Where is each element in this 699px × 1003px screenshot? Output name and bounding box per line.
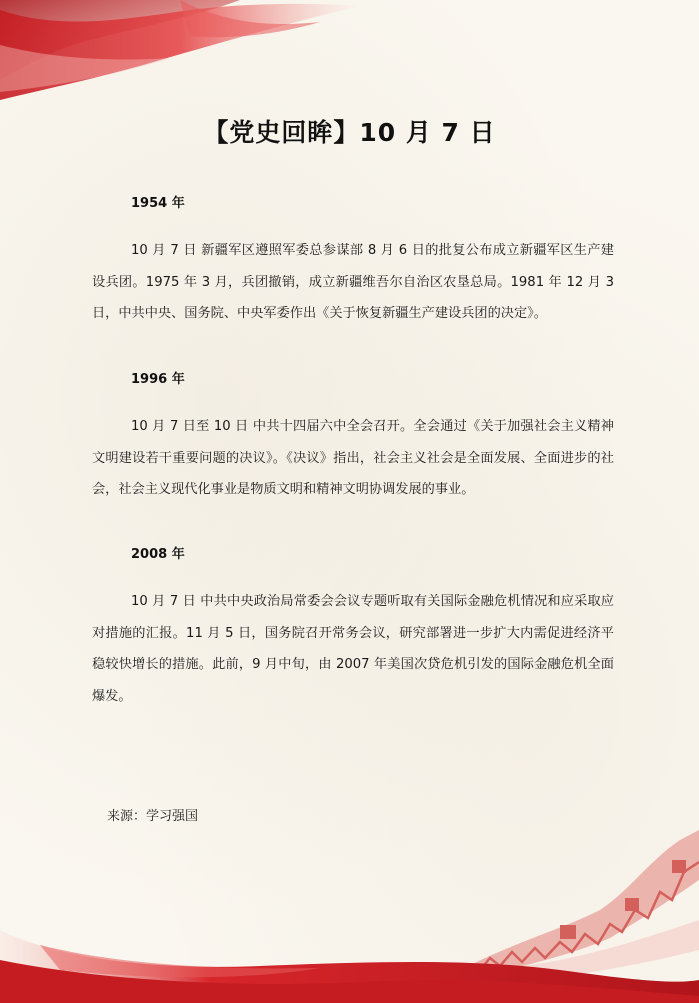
bottom-decoration [0,820,699,1003]
top-red-ribbon [0,0,699,110]
source-note: 来源：学习强国 [107,809,199,824]
page-title: 【党史回眸】10 月 7 日 [203,118,496,147]
great-wall-illustration [430,830,699,986]
year-heading-1954: 1954 年 [131,196,185,211]
entry-2008-text: 10 月 7 日 中共中央政治局常委会会议专题听取有关国际金融危机情况和应采取应对措施的汇报。11 月 5 日，国务院召开常务会议，研究部署进一步扩大内需促进经济平稳较快增长的措施。此前，9 月中旬，由 2007 年美国次贷危机引发的国际金融危机全面爆发。 [92,594,614,704]
entry-1954-text: 10 月 7 日 新疆军区遵照军委总参谋部 8 月 6 日的批复公布成立新疆军区生产建设兵团。1975 年 3 月，兵团撤销，成立新疆维吾尔自治区农垦总局。1981 年 12 月 3 日，中共中央、国务院、中央军委作出《关于恢复新疆生产建设兵团的决定》。 [92,243,614,321]
entry-1996-text: 10 月 7 日至 10 日 中共十四届六中全会召开。全会通过《关于加强社会主义精神文明建设若干重要问题的决议》。《决议》指出，社会主义社会是全面发展、全面进步的社会，社会主义现代化事业是物质文明和精神文明协调发展的事业。 [92,419,614,497]
year-heading-2008: 2008 年 [131,547,185,562]
year-heading-1996: 1996 年 [131,372,185,387]
